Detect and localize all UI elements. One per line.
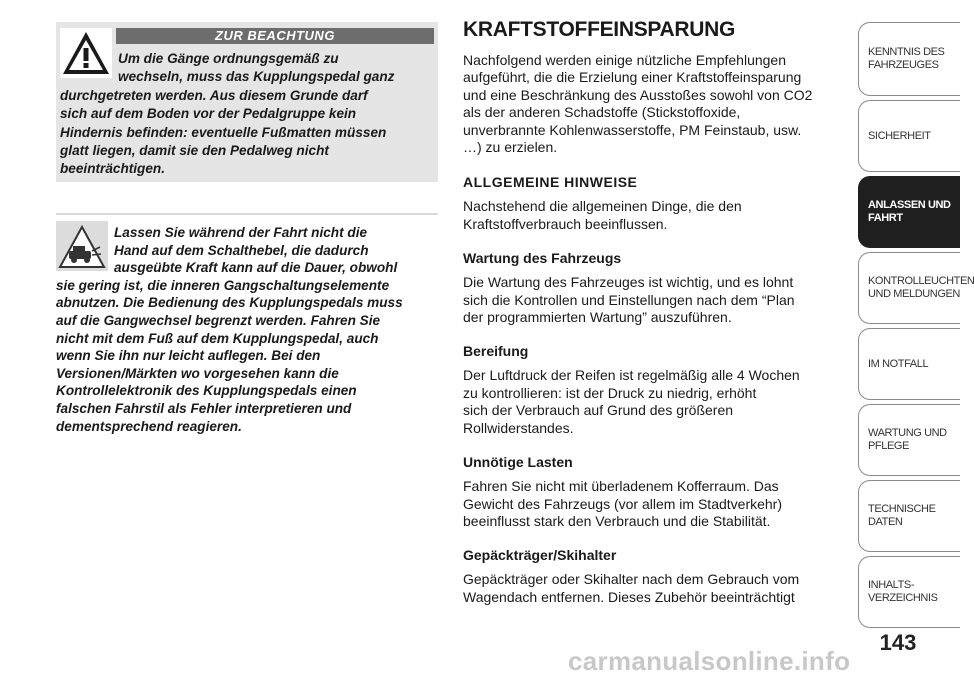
wartung-line: sich die Kontrollen und Einstellungen nach dem “Plan <box>463 291 795 308</box>
section-heading-general: ALLGEMEINE HINWEISE <box>463 174 638 191</box>
subheading-lasten: Unnötige Lasten <box>463 454 573 471</box>
tab-label: INHALTS- <box>868 579 915 591</box>
subheading-bereifung: Bereifung <box>463 343 529 360</box>
gepaecktraeger-line: Wagendach entfernen. Dieses Zubehör beeinträchtigt <box>463 588 795 605</box>
lasten-line: Fahren Sie nicht mit überladenem Kofferraum. Das <box>463 478 779 495</box>
note-line: auf die Gangwechsel begrenzt werden. Fahren Sie <box>56 312 381 328</box>
tab-sicherheit[interactable] <box>858 100 960 172</box>
tab-label: VERZEICHNIS <box>868 592 938 604</box>
warning-box <box>56 22 438 182</box>
tab-label: KENNTNIS DES <box>868 46 945 58</box>
note-line: Lassen Sie während der Fahrt nicht die <box>114 225 368 240</box>
tab-label: PFLEGE <box>868 440 910 452</box>
tab-label: SICHERHEIT <box>868 129 931 142</box>
warning-line: beeinträchtigen. <box>60 161 165 177</box>
wartung-line: der programmierten Wartung” auszuführen. <box>463 309 732 326</box>
note-line: Hand auf dem Schalthebel, die dadurch <box>114 242 369 258</box>
lasten-paragraph <box>463 478 851 530</box>
intro-line: unverbrannte Kohlenwasserstoffe, PM Feinstaub, usw. <box>463 121 802 138</box>
warning-line: glatt liegen, damit sie den Pedalweg nicht <box>60 143 329 159</box>
wartung-paragraph <box>463 274 851 326</box>
note-divider <box>56 213 438 215</box>
intro-line: als der anderen Schadstoffe (Stickstoffoxide, <box>463 104 741 121</box>
tab-label: FAHRZEUGES <box>868 59 939 71</box>
intro-line: und eine Beschränkung des Ausstoßes sowohl von CO2 <box>463 86 813 103</box>
warning-text <box>60 50 430 179</box>
note-line: dementsprechend reagieren. <box>56 418 242 434</box>
note-line: falschen Fahrstil als Fehler interpretieren und <box>56 400 352 416</box>
bereifung-paragraph <box>463 367 851 437</box>
tab-technische-daten[interactable] <box>858 480 960 552</box>
note-text <box>56 224 440 435</box>
tab-inhaltsverzeichnis[interactable] <box>858 556 960 628</box>
note-line: ausgeübte Kraft kann auf die Dauer, obwohl <box>114 260 398 276</box>
note-line: wenn Sie ihn nur leicht auflegen. Bei den <box>56 348 321 364</box>
subheading-gepaecktraeger: Gepäckträger/Skihalter <box>463 547 617 564</box>
note-line: sie gering ist, die inneren Gangschaltungselemente <box>56 277 390 293</box>
note-line: abnutzen. Die Bedienung des Kupplungspedals muss <box>56 295 403 311</box>
general-paragraph <box>463 198 851 233</box>
tab-label: FAHRT <box>868 212 903 224</box>
tab-kenntnis-des-fahrzeuges[interactable] <box>858 22 960 96</box>
warning-line: Hindernis befinden: eventuelle Fußmatten müssen <box>60 124 387 140</box>
bereifung-line: Der Luftdruck der Reifen ist regelmäßig alle 4 Wochen <box>463 367 800 384</box>
subheading-wartung: Wartung des Fahrzeugs <box>463 250 622 267</box>
note-line: Kontrollelektronik des Kupplungspedals einen <box>56 383 357 399</box>
tab-label: ANLASSEN UND <box>868 199 951 211</box>
tab-anlassen-und-fahrt[interactable] <box>858 176 960 248</box>
page-number: 143 <box>879 630 917 655</box>
bereifung-line: sich der Verbrauch auf Grund des größeren <box>463 402 734 419</box>
watermark: carmanualsonline.info <box>568 646 851 676</box>
note-line: nicht mit dem Fuß auf dem Kupplungspedal, auch <box>56 330 379 346</box>
note-line: Versionen/Märkten wo vorgesehen kann die <box>56 365 339 381</box>
intro-paragraph <box>463 52 851 156</box>
intro-line: Nachfolgend werden einige nützliche Empfehlungen <box>463 52 786 68</box>
tab-label: KONTROLLEUCHTEN <box>868 275 974 287</box>
warning-line: sich auf dem Boden vor der Pedalgruppe kein <box>60 106 357 122</box>
intro-line: aufgeführt, die die Erzielung einer Kraftstoffeinsparung <box>463 69 802 86</box>
warning-line: Um die Gänge ordnungsgemäß zu <box>118 51 339 66</box>
lasten-line: Gewicht des Fahrzeugs (vor allem im Stadtverkehr) <box>463 495 782 512</box>
tab-label: WARTUNG UND <box>868 427 947 439</box>
warning-line: durchgetreten werden. Aus diesem Grunde darf <box>60 87 368 103</box>
general-line: Nachstehend die allgemeinen Dinge, die den <box>463 198 742 215</box>
bereifung-line: zu kontrollieren: ist der Druck zu niedrig, erhöht <box>463 384 757 401</box>
page-title: KRAFTSTOFFEINSPARUNG <box>463 18 736 41</box>
intro-line: …) zu erzielen. <box>463 139 558 156</box>
tab-label: TECHNISCHE DATEN <box>868 503 936 528</box>
tab-wartung-und-pflege[interactable] <box>858 404 960 476</box>
lasten-line: beeinflusst stark den Verbrauch und die Stabilität. <box>463 512 771 529</box>
tab-label: IM NOTFALL <box>868 357 929 370</box>
general-line: Kraftstoffverbrauch beeinflussen. <box>463 215 668 232</box>
tab-kontrolleuchten[interactable] <box>858 252 974 324</box>
bereifung-line: Rollwiderstandes. <box>463 419 574 436</box>
tab-im-notfall[interactable] <box>858 328 960 400</box>
warning-line: wechseln, muss das Kupplungspedal ganz <box>118 69 395 85</box>
gepaecktraeger-paragraph <box>463 571 851 606</box>
main-content <box>463 18 851 606</box>
wartung-line: Die Wartung des Fahrzeuges ist wichtig, und es lohnt <box>463 274 794 291</box>
warning-header: ZUR BEACHTUNG <box>116 28 434 44</box>
tab-label: UND MELDUNGEN <box>868 288 960 300</box>
gepaecktraeger-line: Gepäckträger oder Skihalter nach dem Gebrauch vom <box>463 571 800 588</box>
